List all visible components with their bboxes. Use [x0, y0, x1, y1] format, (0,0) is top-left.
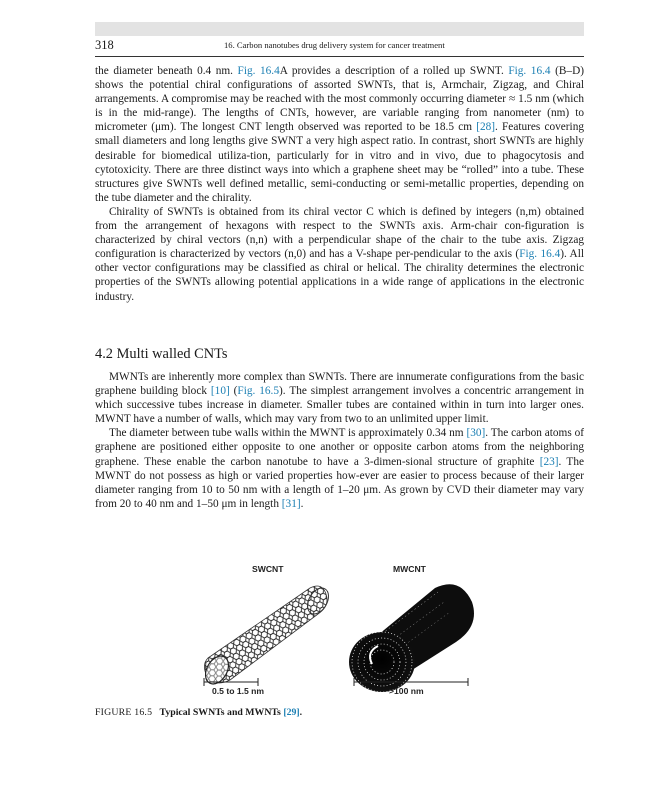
swcnt-tube [201, 584, 333, 688]
citation-link[interactable]: [23] [539, 455, 559, 468]
caption-end: . [299, 707, 303, 718]
text-run: The diameter between tube walls within the MWNT is approximately 0.34 nm [109, 427, 467, 440]
text-run: . Features covering small diameters and long lengths give SWNT a very high aspect ratio. In contrast, short SWNTs are highly desirable for biomedical utiliza-tion, particularly for in vitro and in vivo, due to phagocytosis and cytotoxicity. There are three distinct ways into which a graphene sheet may be “rolled” into a tube. These structures give SWNTs well defined metallic, semi-conducting or semi-metallic properties, depending on the tube diameter and the chirality. [95, 121, 584, 204]
figure-link[interactable]: Fig. 16.4 [508, 65, 551, 77]
citation-link[interactable]: [30] [466, 427, 486, 440]
swcnt-scale-label: 0.5 to 1.5 nm [212, 686, 265, 696]
caption-number: FIGURE 16.5 [95, 707, 153, 718]
citation-link[interactable]: [31] [281, 497, 301, 510]
citation-link[interactable]: [29] [283, 707, 300, 718]
running-head: 16. Carbon nanotubes drug delivery system for cancer treatment [224, 40, 445, 50]
citation-link[interactable]: [10] [210, 385, 230, 398]
paragraph-1 [95, 64, 584, 205]
figure-link[interactable]: Fig. 16.4 [237, 65, 280, 77]
text-run: ). All other vector configurations may be classified as chiral or helical. The chirality determines the electronic properties of the SWNTs allowing potential applications in a wide range of applications in the electronic industry. [95, 248, 584, 303]
body-block-1 [95, 64, 584, 304]
figure-link[interactable]: Fig. 16.4 [519, 248, 561, 261]
figure-nanotubes [190, 562, 490, 702]
swcnt-label: SWCNT [252, 564, 284, 574]
caption-title: Typical SWNTs and MWNTs [159, 707, 284, 718]
body-block-2 [95, 370, 584, 511]
mwcnt-label: MWCNT [393, 564, 426, 574]
text-run: . The carbon atoms of graphene are positioned either opposite to one another or opposite carbon atoms from the neighboring graphene. These enable the carbon nanotube to have a 3-dimen-sional structure of graphite [95, 427, 584, 468]
paragraph-2 [95, 205, 584, 304]
text-run: A provides a description of a rolled up SWNT. [279, 65, 509, 77]
paragraph-3 [95, 370, 584, 426]
section-heading: 4.2 Multi walled CNTs [95, 346, 228, 362]
figure-link[interactable]: Fig. 16.5 [237, 385, 280, 398]
paragraph-4 [95, 426, 584, 511]
text-run: (B–D) shows the potential chiral configurations of assorted SWNTs, that is, Armchair, Zigzag, and Chiral arrangements. A compromise may be reached with the most commonly occurring diameter ≈ 1.5 nm (which is in the mid-range). The lengths of CNTs, however, are variable ranging from nanometer (nm) to micrometer (μm). The longest CNT length observed was reported to be 18.5 cm [95, 65, 584, 134]
nanotube-illustration [190, 562, 490, 702]
header-rule [95, 56, 584, 57]
text-run: . The MWNT do not possess as high or varied properties how-ever are easier to process because of their larger diameter ranging from 10 to 50 nm with a length of 1–20 μm. As grown by CVD their diameter may vary from 20 to 40 nm and 1–50 μm in length [95, 455, 584, 510]
header-bar [95, 22, 584, 36]
text-run: Chirality of SWNTs is obtained from its chiral vector C which is defined by integers (n,m) obtained from the arrangement of hexagons with respect to the SWNTs axis. Arm-chair con-figuration is characterized by chiral vectors (n,n) with a perpendicular shape of the chair to the tube axis. Zigzag configuration is characterized by vectors (n,0) and has a V-shape per-pendicular to the axis ( [95, 205, 584, 261]
figure-caption [95, 707, 302, 718]
text-run: . [300, 497, 304, 510]
text-run: ( [229, 385, 238, 398]
page-number: 318 [95, 38, 114, 52]
text-run: the diameter beneath 0.4 nm. [95, 65, 238, 77]
mwcnt-scale-label: >100 nm [389, 686, 424, 696]
citation-link[interactable]: [28] [476, 121, 496, 134]
mwcnt-tube [349, 584, 474, 692]
text-run: MWNTs are inherently more complex than SWNTs. There are innumerate configurations from the basic graphene building block [95, 371, 584, 398]
text-run: ). The simplest arrangement involves a concentric arrangement in which successive tubes increase in diameter. Smaller tubes are contained within in turn into larger ones. MWNT have a number of walls, which may vary from two to an unlimited upper limit. [95, 385, 584, 426]
